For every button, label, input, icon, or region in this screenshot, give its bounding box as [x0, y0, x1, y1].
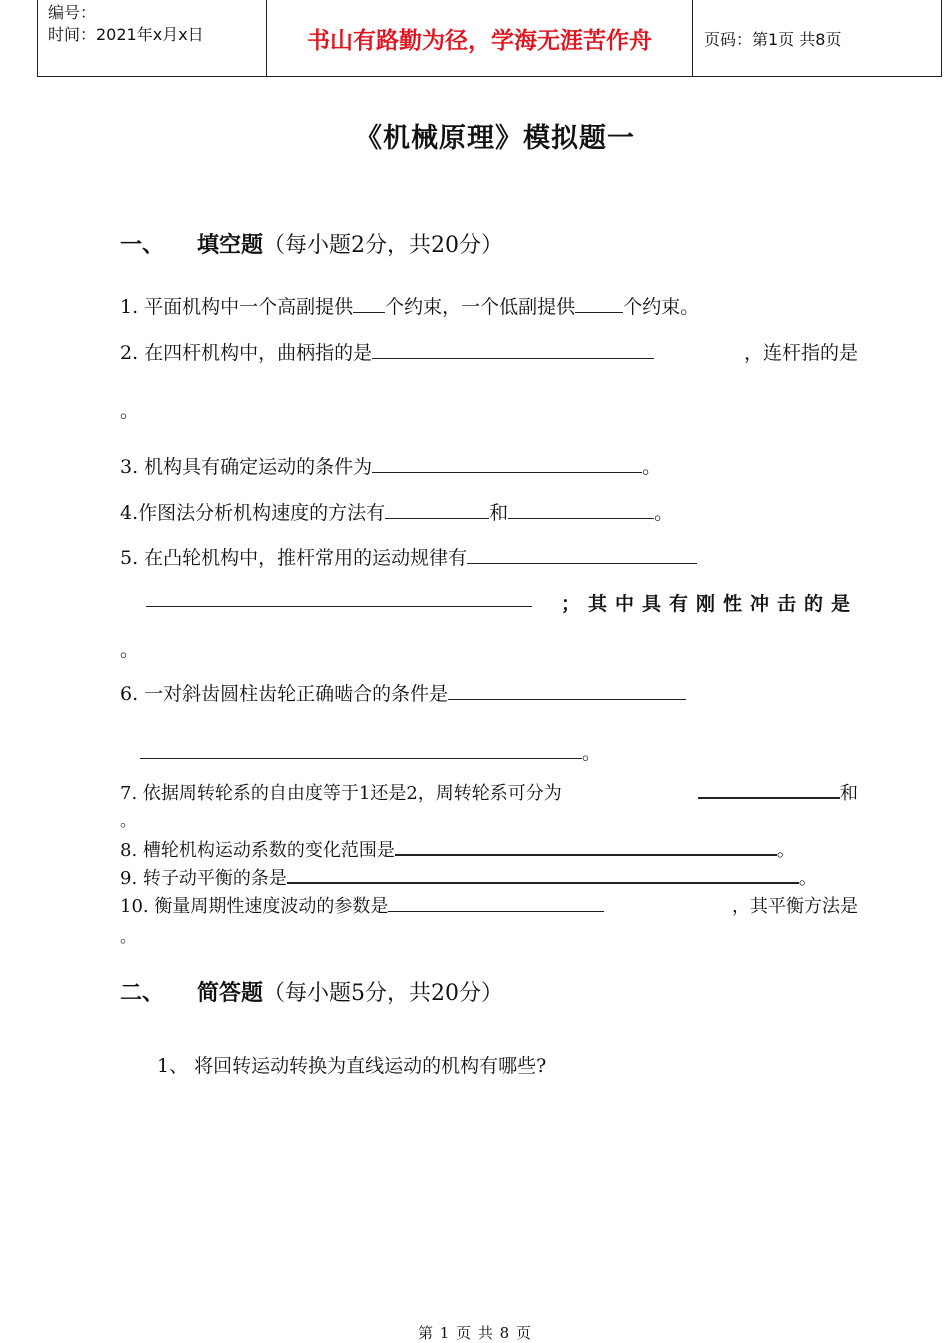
question-5-end: 。 [120, 639, 140, 661]
question-9 [120, 864, 817, 890]
document-title: 《机械原理》模拟题一 [355, 123, 635, 154]
question-8 [120, 836, 795, 862]
section-name: 简答题 [197, 980, 264, 1006]
question-3 [120, 452, 661, 479]
question-text: 5. 在凸轮机构中，推杆常用的运动规律有 [120, 547, 468, 569]
number-label: 编号： [48, 3, 97, 22]
question-text: 6. 一对斜齿圆柱齿轮正确啮合的条件是 [120, 683, 449, 705]
answer-blank[interactable] [140, 741, 582, 759]
question-6-cont [140, 738, 601, 765]
question-text: 个约束，一个低副提供 [385, 296, 576, 318]
answer-blank[interactable] [508, 501, 654, 519]
question-text: ，连杆指的是 [743, 342, 858, 364]
answer-blank[interactable] [575, 295, 623, 313]
date-label: 时间：2021年x月x日 [48, 25, 204, 44]
header-page-info: 页码：第1页 共8页 [704, 29, 842, 49]
question-7-end: 。 [120, 811, 137, 830]
question-10 [120, 892, 858, 918]
question-text: 1. 平面机构中一个高副提供 [120, 296, 354, 318]
question-5-cont [146, 589, 858, 616]
section-heading-fill-in [120, 228, 503, 259]
question-text: 。 [776, 840, 795, 861]
answer-blank[interactable] [353, 295, 385, 313]
answer-blank[interactable] [372, 455, 642, 473]
answer-blank[interactable] [467, 546, 697, 564]
section-note: （每小题2分，共20分） [263, 233, 504, 258]
section-note: （每小题5分，共20分） [263, 981, 504, 1006]
answer-blank[interactable] [395, 837, 777, 856]
question-text: 10. 衡量周期性速度波动的参数是 [120, 896, 389, 917]
answer-blank[interactable] [448, 682, 686, 700]
question-text: ，其平衡方法是 [732, 896, 858, 917]
question-2-end: 。 [120, 400, 140, 422]
question-text: 4.作图法分析机构速度的方法有 [120, 502, 386, 524]
question-text: 个约束。 [623, 296, 700, 318]
question-1 [120, 292, 699, 319]
section-number: 二、 [120, 980, 165, 1006]
question-text: 和 [840, 783, 858, 804]
question-text: 8. 槽轮机构运动系数的变化范围是 [120, 840, 395, 861]
question-text: 。 [642, 456, 662, 478]
question-6 [120, 679, 686, 706]
section-number: 一、 [120, 232, 165, 258]
answer-blank[interactable] [287, 865, 799, 884]
question-text: 。 [798, 868, 817, 889]
answer-blank[interactable] [698, 780, 840, 799]
header-motto: 书山有路勤为径，学海无涯苦作舟 [267, 0, 693, 76]
page-footer: 第 1 页 共 8 页 [418, 1324, 532, 1342]
answer-blank[interactable] [388, 894, 604, 912]
question-2 [120, 338, 858, 365]
question-text: 。 [582, 742, 602, 764]
header-meta [38, 0, 267, 76]
page-header [37, 0, 942, 77]
question-10-end: 。 [120, 927, 137, 946]
question-text: 和 [489, 502, 509, 524]
question-text: 7. 依据周转轮系的自由度等于1还是2，周转轮系可分为 [120, 783, 562, 804]
question-text: 2. 在四杆机构中，曲柄指的是 [120, 342, 373, 364]
question-5 [120, 543, 697, 570]
section-name: 填空题 [197, 232, 264, 258]
answer-blank[interactable] [385, 501, 489, 519]
question-4 [120, 498, 673, 525]
section-heading-short-answer [120, 976, 503, 1007]
answer-blank[interactable] [146, 589, 532, 607]
question-text: ；其中具有刚性冲击的是 [560, 593, 858, 615]
question-7 [120, 779, 858, 805]
question-text: 9. 转子动平衡的条是 [120, 868, 287, 889]
answer-blank[interactable] [372, 341, 654, 359]
question-text: 。 [654, 502, 674, 524]
short-answer-question-1: 1、 将回转运动转换为直线运动的机构有哪些? [157, 1055, 547, 1077]
question-text: 3. 机构具有确定运动的条件为 [120, 456, 373, 478]
